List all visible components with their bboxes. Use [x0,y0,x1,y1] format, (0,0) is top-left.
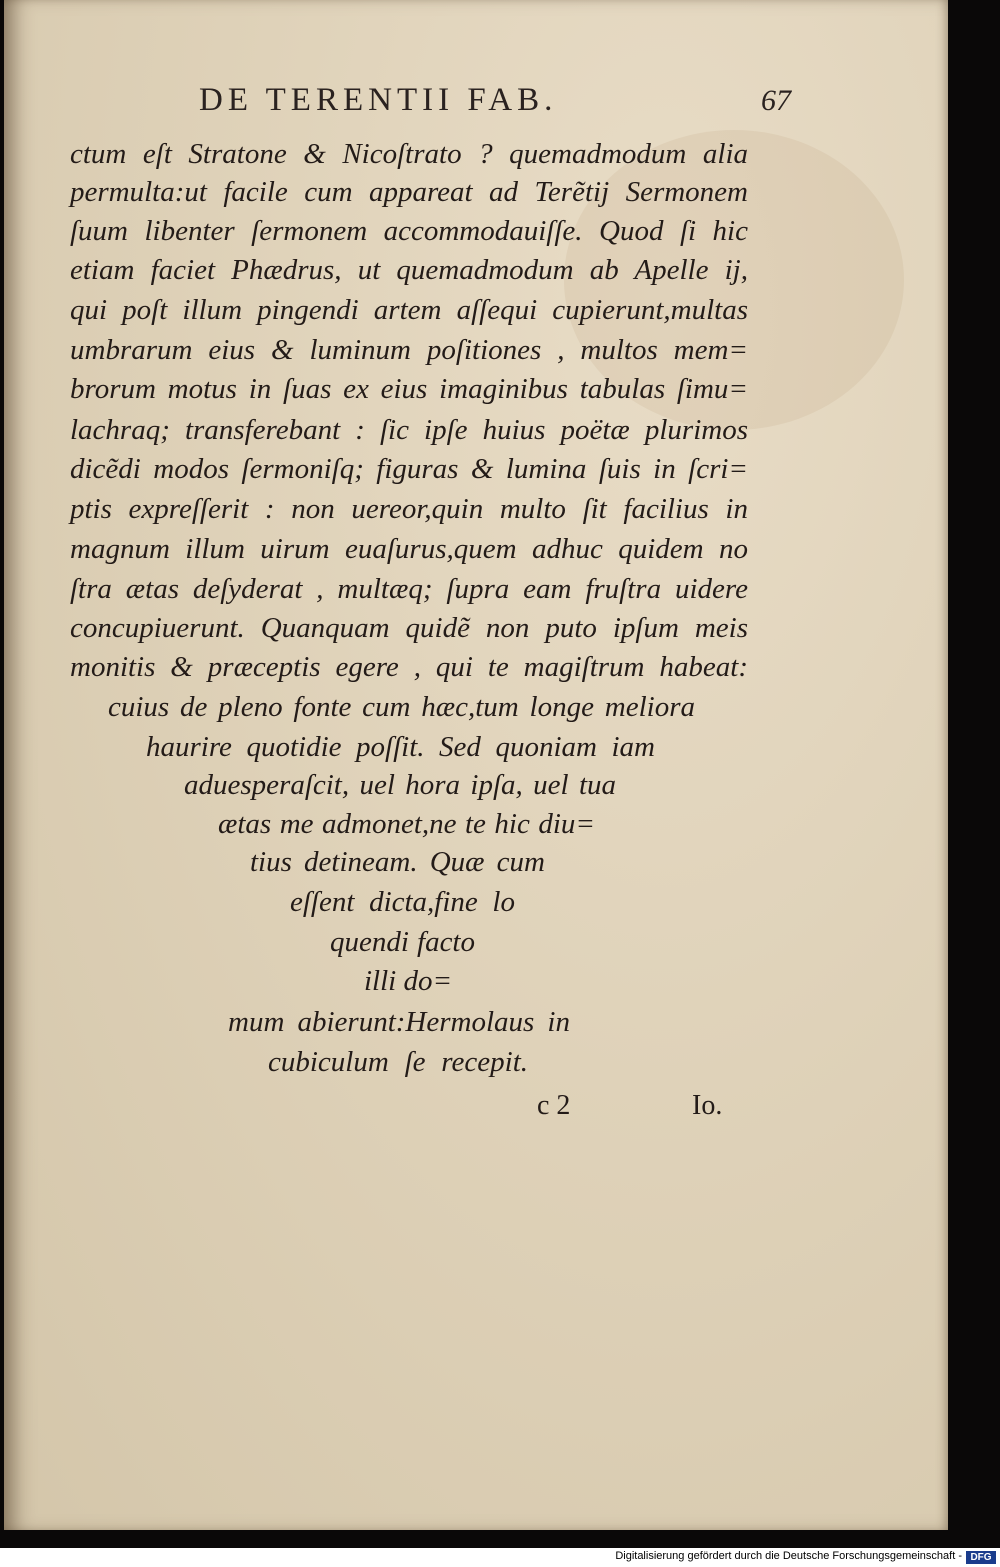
footer-credit: Digitalisierung gefördert durch die Deutsche Forschungsgemeinschaft - [615,1550,962,1562]
text-line: tius detineam. Quæ cum [250,846,545,878]
text-line: mum abierunt:Hermolaus in [228,1006,570,1038]
footer-bar [0,1548,1000,1567]
page-number: 67 [761,84,791,117]
text-line: ætas me admonet,ne te hic diu= [218,808,595,840]
text-line: dicẽdi modos ſermoniſq; figuras & lumina ſuis in ſcri= [70,453,748,485]
text-line: haurire quotidie poſſit. Sed quoniam iam [146,731,655,763]
catchword: Io. [692,1090,723,1121]
text-line: cubiculum ſe recepit. [268,1046,528,1078]
text-line: ctum eſt Stratone & Nicoſtrato ? quemadmodum alia [70,138,748,170]
text-line: qui poſt illum pingendi artem aſſequi cupierunt,multas [70,294,748,326]
text-line: eſſent dicta,fine lo [290,886,515,918]
text-line: illi do= [364,965,453,997]
text-line: monitis & præceptis egere , qui te magiſtrum habeat: [70,651,748,683]
text-line: aduesperaſcit, uel hora ipſa, uel tua [184,769,616,801]
book-page [4,0,948,1530]
text-line: ſuum libenter ſermonem accommodauiſſe. Quod ſi hic [70,215,748,247]
text-line: concupiuerunt. Quanquam quidẽ non puto ipſum meis [70,612,748,644]
text-line: quendi facto [330,926,475,958]
text-line: lachraq; transferebant : ſic ipſe huius poëtæ plurimos [70,414,748,446]
running-title: DE TERENTII FAB. [199,82,558,118]
text-line: magnum illum uirum euaſurus,quem adhuc quidem no [70,533,748,565]
text-line: brorum motus in ſuas ex eius imaginibus tabulas ſimu= [70,373,748,405]
text-line: etiam faciet Phædrus, ut quemadmodum ab Apelle ij, [70,254,748,286]
text-line: ptis expreſſerit : non uereor,quin multo ſit facilius in [70,493,748,525]
text-line: permulta:ut facile cum appareat ad Terẽtij Sermonem [70,176,748,208]
text-line: ſtra ætas deſyderat , multæq; ſupra eam fruſtra uidere [70,573,748,605]
text-line: cuius de pleno fonte cum hæc,tum longe meliora [108,691,695,723]
text-line: umbrarum eius & luminum poſitiones , multos mem= [70,334,748,366]
dfg-logo: DFG [966,1551,996,1564]
signature-mark: c 2 [537,1090,571,1121]
